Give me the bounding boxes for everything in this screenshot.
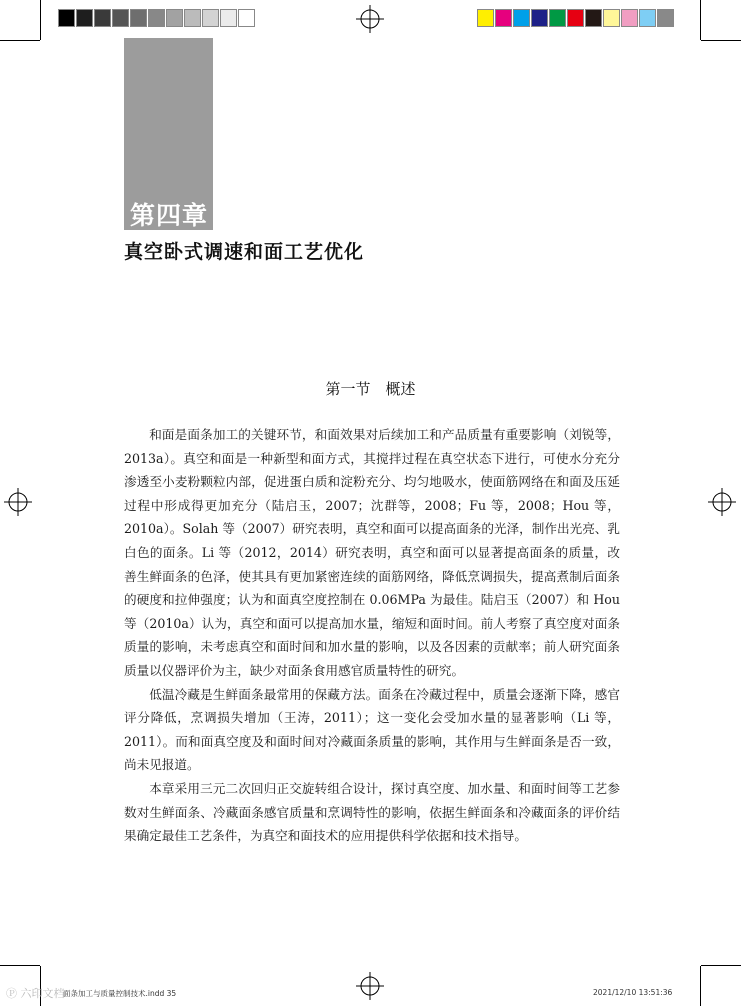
watermark: Ⓟ 六印文档 [6, 987, 65, 1000]
color-swatch [112, 9, 129, 27]
paragraph: 和面是面条加工的关键环节，和面效果对后续加工和产品质量有重要影响（刘锐等，2013a）。真空和面是一种新型和面方式，其搅拌过程在真空状态下进行，可使水分充分渗透至小麦粉颗粒内部，促进蛋白质和淀粉充分、均匀地吸水，使面筋网络在和面及压延过程中形成得更加充分（陆启玉，2007；沈群等，2008；Fu 等，2008；Hou 等，2010a）。Solah 等（2007）研究表明，真空和面可以提高面条的光泽，制作出光亮、乳白色的面条。Li 等（2012，2014）研究表明，真空和面可以显著提高面条的质量，改善生鲜面条的色泽，使其具有更加紧密连续的面筋网络，降低烹调损失，提高煮制后面条的硬度和拉伸强度；认为和面真空度控制在 0.06MPa 为最佳。陆启玉（2007）和 Hou 等（2010a）认为，真空和面可以提高加水量，缩短和面时间。前人考察了真空度对面条质量的影响，未考虑真空和面时间和加水量的影响，以及各因素的贡献率；前人研究面条质量以仪器评价为主，缺少对面条食用感官质量特性的研究。 [124, 427, 620, 678]
color-swatch [130, 9, 147, 27]
color-swatch [184, 9, 201, 27]
color-swatch [220, 9, 237, 27]
crop-mark [700, 966, 701, 1006]
crop-mark [700, 0, 701, 40]
section-heading: 第一节 概述 [325, 380, 416, 398]
color-swatch [585, 9, 602, 27]
color-swatch [477, 9, 494, 27]
paragraph: 低温冷藏是生鲜面条最常用的保藏方法。面条在冷藏过程中，质量会逐渐下降，感官评分降低，烹调损失增加（王涛，2011）；这一变化会受加水量的显著影响（Li 等，2011）。而和面真空度及和面时间对冷藏面条质量的影响，其作用与生鲜面条是否一致，尚未见报道。 [124, 686, 620, 773]
footer-file-info: 面条加工与质量控制技术.indd 35 [63, 989, 177, 998]
color-swatch [94, 9, 111, 27]
color-swatch [238, 9, 255, 27]
color-swatch [166, 9, 183, 27]
color-swatch [531, 9, 548, 27]
crop-mark [0, 965, 40, 966]
footer-date-info: 2021/12/10 13:51:36 [593, 988, 673, 997]
body-text [124, 423, 620, 848]
registration-mark-icon [356, 972, 384, 1000]
gray-swatch-bar [58, 9, 256, 29]
color-swatch [513, 9, 530, 27]
chapter-number: 第四章 [130, 201, 209, 230]
color-swatch [495, 9, 512, 27]
crop-mark [0, 40, 40, 41]
chapter-title: 真空卧式调速和面工艺优化 [124, 241, 365, 263]
color-swatch [603, 9, 620, 27]
color-swatch [621, 9, 638, 27]
paragraph: 本章采用三元二次回归正交旋转组合设计，探讨真空度、加水量、和面时间等工艺参数对生鲜面条、冷藏面条感官质量和烹调特性的影响，依据生鲜面条和冷藏面条的评价结果确定最佳工艺条件，为真空和面技术的应用提供科学依据和技术指导。 [124, 780, 620, 844]
crop-mark [40, 0, 41, 40]
color-swatch [148, 9, 165, 27]
color-swatch [567, 9, 584, 27]
crop-mark [701, 40, 741, 41]
registration-mark-icon [708, 488, 736, 516]
color-swatch [639, 9, 656, 27]
color-swatch-bar [477, 9, 675, 29]
color-swatch [549, 9, 566, 27]
color-swatch [58, 9, 75, 27]
color-swatch [657, 9, 674, 27]
registration-mark-icon [356, 5, 384, 33]
crop-mark [701, 965, 741, 966]
color-swatch [202, 9, 219, 27]
registration-mark-icon [4, 488, 32, 516]
color-swatch [76, 9, 93, 27]
